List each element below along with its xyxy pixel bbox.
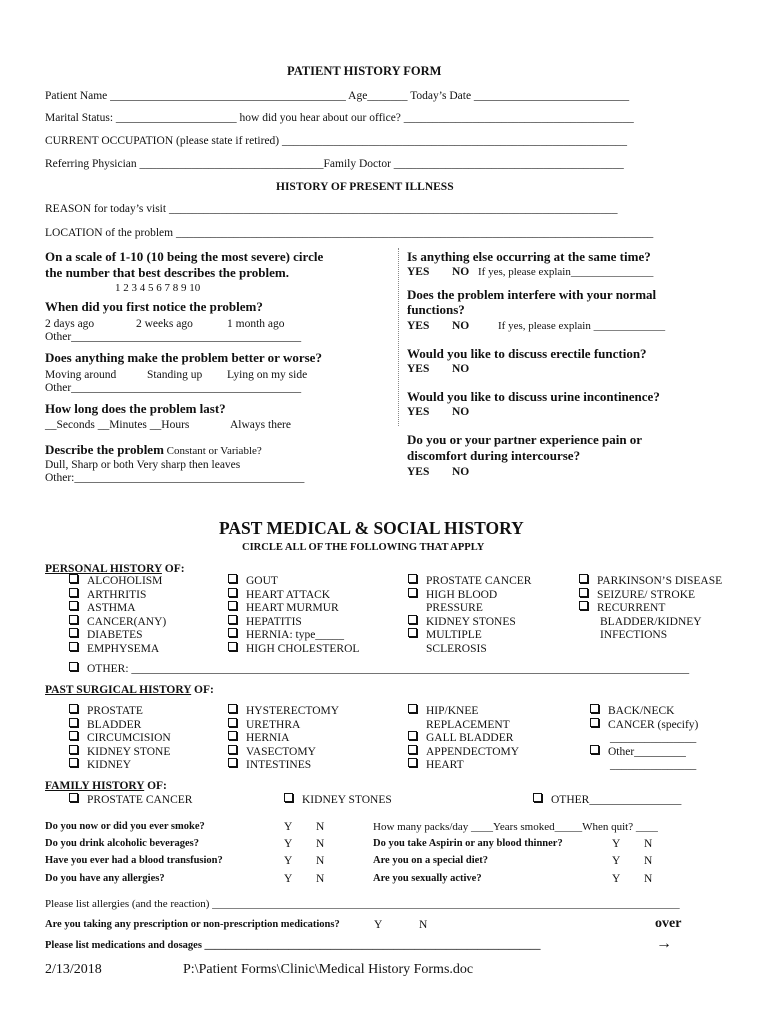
packs-question[interactable]: How many packs/day ____Years smoked_____When quit? ____ (373, 821, 658, 833)
family-item[interactable]: PROSTATE CANCER (69, 793, 192, 807)
alcohol-question: Do you drink alcoholic beverages? (45, 838, 199, 849)
scale-question: On a scale of 1-10 (10 being the most severe) circle (45, 249, 324, 264)
checkbox-icon[interactable] (408, 745, 417, 754)
checkbox-icon[interactable] (69, 574, 78, 583)
checkbox-icon[interactable] (228, 704, 237, 713)
checkbox-item[interactable]: URETHRA (228, 718, 339, 732)
y-option[interactable]: Y (612, 838, 621, 850)
checkbox-item[interactable]: SEIZURE/ STROKE (579, 588, 722, 602)
checkbox-icon[interactable] (69, 628, 78, 637)
checkbox-item[interactable]: VASECTOMY (228, 745, 339, 759)
yes-option[interactable]: YES (407, 466, 430, 478)
yes-option[interactable]: YES (407, 406, 430, 418)
personal-history-label: PERSONAL HISTORY OF: (45, 563, 185, 575)
checkbox-icon[interactable] (228, 758, 237, 767)
checkbox-item[interactable]: KIDNEY (69, 758, 171, 772)
aspirin-question: Do you take Aspirin or any blood thinner? (373, 838, 563, 849)
yes-option[interactable]: YES (407, 266, 430, 278)
checkbox-item[interactable]: HIGH CHOLESTEROL (228, 642, 359, 656)
checkbox-icon[interactable] (69, 718, 78, 727)
medications-list-line[interactable]: Please list medications and dosages ________________________________________________________________ (45, 940, 541, 951)
checkbox-icon[interactable] (69, 615, 78, 624)
checkbox-item[interactable]: CIRCUMCISION (69, 731, 171, 745)
checkbox-item[interactable]: RECURRENT (579, 601, 722, 615)
n-option[interactable]: N (316, 821, 325, 833)
footer-date: 2/13/2018 (45, 962, 102, 977)
n-option[interactable]: N (419, 919, 428, 931)
column-divider (398, 248, 399, 426)
checkbox-item[interactable]: KIDNEY STONES (408, 615, 531, 629)
scale-numbers[interactable]: 1 2 3 4 5 6 7 8 9 10 (115, 282, 201, 294)
describe-question: Describe the problem Constant or Variable? (45, 442, 262, 457)
n-option[interactable]: N (644, 873, 653, 885)
checkbox-icon[interactable] (69, 731, 78, 740)
checkbox-item[interactable]: PROSTATE (69, 704, 171, 718)
personal-col1 (69, 574, 166, 655)
interfere-question: Does the problem interfere with your normal (407, 287, 657, 302)
checkbox-item-continuation: SCLEROSIS (426, 642, 487, 655)
surgical-col2 (228, 704, 339, 772)
howlong-option[interactable]: __Seconds __Minutes __Hours (45, 419, 190, 431)
personal-col2 (228, 574, 359, 655)
scale-question-2: the number that best describes the problem. (45, 265, 289, 280)
erectile-question: Would you like to discuss erectile function? (407, 346, 647, 361)
checkbox-icon[interactable] (408, 704, 417, 713)
urine-question: Would you like to discuss urine incontinence? (407, 389, 660, 404)
checkbox-icon[interactable] (228, 628, 237, 637)
checkbox-icon[interactable] (579, 601, 588, 610)
pmsh-subtitle: CIRCLE ALL OF THE FOLLOWING THAT APPLY (242, 542, 485, 553)
no-option[interactable]: NO (452, 266, 470, 278)
checkbox-item[interactable]: HEPATITIS (228, 615, 359, 629)
checkbox-icon[interactable] (408, 588, 417, 597)
checkbox-icon[interactable] (533, 793, 542, 802)
checkbox-icon[interactable] (408, 615, 417, 624)
arrow-right-icon: → (656, 935, 672, 952)
checkbox-item-continuation: BLADDER/KIDNEY (600, 615, 702, 628)
checkbox-item[interactable]: HEART (408, 758, 519, 772)
patient-name-line[interactable]: Patient Name _________________________________________ Age_______ Today’s Date ___________________________ (45, 90, 630, 102)
notice-option[interactable]: 1 month ago (227, 318, 285, 330)
checkbox-icon[interactable] (284, 793, 293, 802)
reason-line[interactable]: REASON for today’s visit ______________________________________________________________________________ (45, 203, 618, 215)
checkbox-icon[interactable] (228, 642, 237, 651)
checkbox-icon[interactable] (408, 758, 417, 767)
footer-file-path: P:\Patient Forms\Clinic\Medical History Forms.doc (183, 962, 474, 977)
checkbox-item[interactable]: GOUT (228, 574, 359, 588)
family-item[interactable]: KIDNEY STONES (284, 793, 392, 807)
no-option[interactable]: NO (452, 406, 470, 418)
checkbox-icon[interactable] (408, 731, 417, 740)
marital-status-line[interactable]: Marital Status: _____________________ how did you hear about our office? ________________________________________ (45, 112, 634, 124)
checkbox-item[interactable]: HEART MURMUR (228, 601, 359, 615)
smoke-question: Do you now or did you ever smoke? (45, 821, 205, 832)
checkbox-item[interactable]: BACK/NECK (590, 704, 698, 718)
transfusion-question: Have you ever had a blood transfusion? (45, 855, 223, 866)
better-option[interactable]: Moving around (45, 369, 117, 381)
checkbox-item[interactable]: ALCOHOLISM (69, 574, 166, 588)
pmsh-title: PAST MEDICAL & SOCIAL HISTORY (219, 518, 524, 538)
checkbox-item[interactable]: HEART ATTACK (228, 588, 359, 602)
better-option[interactable]: Standing up (147, 369, 203, 381)
checkbox-icon[interactable] (69, 793, 78, 802)
surgical-col3 (408, 704, 519, 772)
checkbox-item[interactable]: BLADDER (69, 718, 171, 732)
checkbox-icon[interactable] (408, 574, 417, 583)
checkbox-icon[interactable] (590, 745, 599, 754)
y-option[interactable]: Y (284, 855, 293, 867)
location-line[interactable]: LOCATION of the problem ___________________________________________________________________________________ (45, 227, 654, 239)
notice-option[interactable]: 2 days ago (45, 318, 95, 330)
interfere-explain[interactable]: If yes, please explain _____________ (498, 320, 666, 332)
n-option[interactable]: N (644, 838, 653, 850)
y-option[interactable]: Y (612, 855, 621, 867)
checkbox-item[interactable]: GALL BLADDER (408, 731, 519, 745)
checkbox-icon[interactable] (228, 588, 237, 597)
howlong-question: How long does the problem last? (45, 401, 226, 416)
checkbox-icon[interactable] (590, 704, 599, 713)
surgical-col1 (69, 704, 171, 772)
checkbox-item[interactable]: CANCER (specify) (590, 718, 698, 732)
else-question: Is anything else occurring at the same time? (407, 249, 651, 264)
checkbox-icon[interactable] (69, 588, 78, 597)
occupation-line[interactable]: CURRENT OCCUPATION (please state if retired) ____________________________________________________________ (45, 135, 627, 147)
checkbox-icon[interactable] (69, 662, 78, 671)
checkbox-icon[interactable] (579, 574, 588, 583)
checkbox-item[interactable]: HERNIA (228, 731, 339, 745)
no-option[interactable]: NO (452, 466, 470, 478)
checkbox-item[interactable]: DIABETES (69, 628, 166, 642)
describe-other[interactable]: Other:________________________________________ (45, 472, 305, 484)
checkbox-item[interactable]: HIP/KNEE (408, 704, 519, 718)
allergies-list-line[interactable]: Please list allergies (and the reaction) _____________________________________________________________________________________ (45, 898, 680, 910)
checkbox-icon[interactable] (69, 758, 78, 767)
y-option[interactable]: Y (284, 821, 293, 833)
surgical-col4 (590, 704, 698, 772)
checkbox-icon[interactable] (228, 574, 237, 583)
yes-option[interactable]: YES (407, 363, 430, 375)
checkbox-item[interactable]: INTESTINES (228, 758, 339, 772)
checkbox-icon[interactable] (228, 745, 237, 754)
checkbox-item[interactable]: KIDNEY STONE (69, 745, 171, 759)
no-option[interactable]: NO (452, 363, 470, 375)
notice-question: When did you first notice the problem? (45, 299, 263, 314)
better-option[interactable]: Lying on my side (227, 369, 308, 381)
yes-option[interactable]: YES (407, 320, 430, 332)
checkbox-icon[interactable] (69, 704, 78, 713)
better-other[interactable]: Other________________________________________ (45, 382, 302, 394)
personal-other[interactable]: OTHER: _________________________________________________________________________________________________ (69, 662, 689, 676)
checkbox-item[interactable]: PROSTATE CANCER (408, 574, 531, 588)
n-option[interactable]: N (316, 873, 325, 885)
checkbox-icon[interactable] (228, 615, 237, 624)
y-option[interactable]: Y (374, 919, 383, 931)
notice-option[interactable]: 2 weeks ago (136, 318, 193, 330)
checkbox-item[interactable]: ASTHMA (69, 601, 166, 615)
no-option[interactable]: NO (452, 320, 470, 332)
checkbox-item[interactable]: Other_________ (590, 745, 698, 759)
checkbox-item[interactable]: CANCER(ANY) (69, 615, 166, 629)
else-explain[interactable]: If yes, please explain_______________ (478, 266, 654, 278)
notice-other[interactable]: Other________________________________________ (45, 331, 302, 343)
pain-question: Do you or your partner experience pain or (407, 432, 643, 447)
checkbox-icon[interactable] (69, 745, 78, 754)
diet-question: Are you on a special diet? (373, 855, 489, 866)
checkbox-item-continuation: INFECTIONS (600, 629, 668, 641)
specify-line[interactable]: _______________ (610, 732, 697, 744)
personal-col3 (408, 574, 531, 655)
allergies-question: Do you have any allergies? (45, 873, 165, 884)
hpi-title: HISTORY OF PRESENT ILLNESS (276, 181, 454, 193)
n-option[interactable]: N (316, 855, 325, 867)
family-history-label: FAMILY HISTORY OF: (45, 780, 167, 792)
y-option[interactable]: Y (284, 873, 293, 885)
y-option[interactable]: Y (612, 873, 621, 885)
checkbox-item[interactable]: MULTIPLE (408, 628, 531, 642)
n-option[interactable]: N (644, 855, 653, 867)
n-option[interactable]: N (316, 838, 325, 850)
checkbox-item-continuation: REPLACEMENT (426, 718, 510, 731)
checkbox-item[interactable]: HIGH BLOOD (408, 588, 531, 602)
medications-question: Are you taking any prescription or non-prescription medications? (45, 919, 340, 930)
describe-options[interactable]: Dull, Sharp or both Very sharp then leaves (45, 459, 241, 471)
checkbox-item[interactable]: ARTHRITIS (69, 588, 166, 602)
checkbox-item[interactable]: PARKINSON’S DISEASE (579, 574, 722, 588)
form-title: PATIENT HISTORY FORM (287, 64, 442, 78)
specify-line[interactable]: _______________ (610, 759, 697, 771)
checkbox-icon[interactable] (228, 718, 237, 727)
checkbox-icon[interactable] (228, 601, 237, 610)
checkbox-item[interactable]: EMPHYSEMA (69, 642, 166, 656)
checkbox-icon[interactable] (228, 731, 237, 740)
checkbox-icon[interactable] (590, 718, 599, 727)
surgical-history-label: PAST SURGICAL HISTORY OF: (45, 684, 214, 696)
checkbox-icon[interactable] (579, 588, 588, 597)
pain-question-2: discomfort during intercourse? (407, 448, 581, 463)
checkbox-item[interactable]: APPENDECTOMY (408, 745, 519, 759)
interfere-question-2: functions? (407, 302, 465, 317)
over-label: over (655, 916, 682, 931)
checkbox-item[interactable]: HERNIA: type_____ (228, 628, 359, 642)
checkbox-icon[interactable] (69, 642, 78, 651)
y-option[interactable]: Y (284, 838, 293, 850)
howlong-option[interactable]: Always there (230, 419, 291, 431)
better-question: Does anything make the problem better or worse? (45, 350, 322, 365)
family-item[interactable]: OTHER________________ (533, 793, 681, 807)
physician-line[interactable]: Referring Physician ________________________________Family Doctor ________________________________________ (45, 158, 624, 170)
checkbox-icon[interactable] (408, 628, 417, 637)
checkbox-icon[interactable] (69, 601, 78, 610)
checkbox-item[interactable]: HYSTERECTOMY (228, 704, 339, 718)
checkbox-item-continuation: PRESSURE (426, 602, 483, 614)
sexually-active-question: Are you sexually active? (373, 873, 482, 884)
personal-col4 (579, 574, 722, 642)
